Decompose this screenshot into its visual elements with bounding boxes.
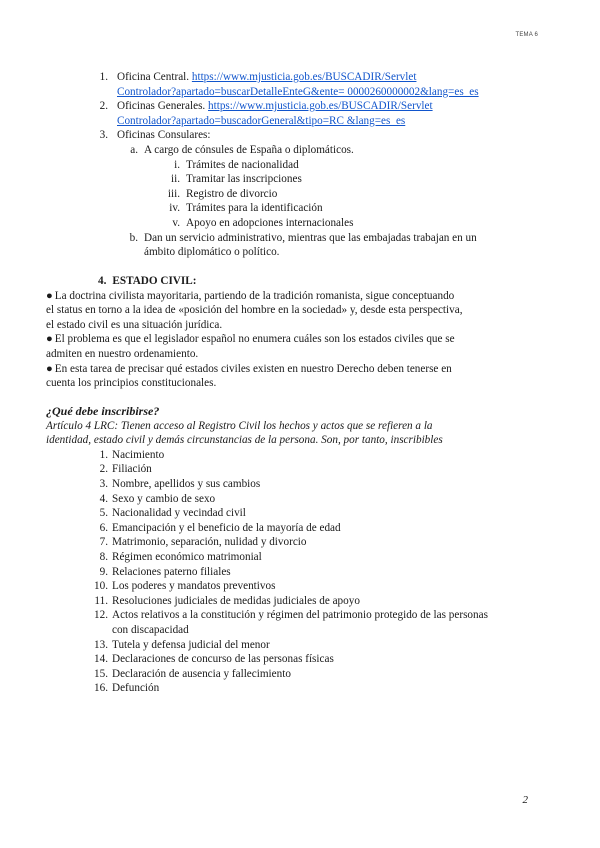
consular-item-b: [46, 231, 554, 260]
office-item-general: [46, 99, 554, 128]
inscribe-title: ¿Qué debe inscribirse?: [46, 404, 160, 418]
inscribe-intro: Artículo 4 LRC: Tienen acceso al Registro Civil los hechos y actos que se refieren a la identidad, estado civil y demás circunstancias de la persona. Son, por tanto, inscribibles: [46, 419, 443, 447]
list-number: 1.: [99, 71, 108, 83]
page-number: 2: [522, 794, 528, 806]
list-item: 11. Resoluciones judiciales de medidas judiciales de apoyo: [94, 594, 360, 607]
list-item: 3. Nombre, apellidos y sus cambios: [99, 477, 261, 490]
list-number: 2.: [99, 100, 108, 113]
section-heading: 4. ESTADO CIVIL:: [98, 275, 197, 287]
offices-list: [46, 70, 554, 260]
list-item: v. Apoyo en adopciones internacionales: [172, 216, 354, 229]
list-item: 2. Filiación: [99, 463, 152, 476]
list-item: iv. Trámites para la identificación: [169, 202, 323, 215]
bullet-icon: ●: [46, 362, 53, 375]
office-general-link[interactable]: https://www.mjusticia.gob.es/BUSCADIR/Servlet Controlador?apartado=buscadorGeneral&tipo=RC &lang=es_es: [117, 100, 433, 127]
estado-civil-section: [46, 274, 554, 391]
consular-item-text: Dan un servicio administrativo, mientras que las embajadas trabajan en un ámbito diplomático o político.: [144, 231, 477, 259]
list-item: 15. Declaración de ausencia y fallecimiento: [94, 667, 291, 680]
bullet-paragraph: ● El problema es que el legislador español no enumera cuáles son los estados civiles que se admiten en nuestro ordenamiento.: [46, 333, 455, 360]
office-item-central: [46, 70, 554, 99]
consular-roman-list: [46, 158, 554, 231]
list-letter: b.: [129, 231, 138, 244]
list-item: 4. Sexo y cambio de sexo: [99, 492, 216, 505]
bullet-icon: ●: [46, 289, 53, 302]
bullet-icon: ●: [46, 333, 53, 346]
list-item: 7. Matrimonio, separación, nulidad y divorcio: [99, 536, 307, 549]
list-item: 16. Defunción: [94, 682, 160, 695]
inscribe-section: [46, 404, 554, 696]
bullet-paragraph: ● La doctrina civilista mayoritaria, partiendo de la tradición romanista, sigue conceptuando el status en torno a la idea de «posición del hombre en la sociedad» y, desde esta perspectiva, el estado civil es una situación jurídica.: [46, 289, 463, 331]
office-label: Oficinas Consulares:: [117, 129, 211, 142]
consular-item-a: [46, 143, 554, 158]
office-item-consular: [46, 128, 554, 143]
inscribable-list: [46, 448, 554, 696]
list-item: 12. Actos relativos a la constitución y régimen del patrimonio protegido de las personas con discapacidad: [94, 609, 488, 636]
list-number: 3.: [99, 129, 108, 142]
office-label: Oficina Central.: [117, 71, 190, 83]
list-item: ii. Tramitar las inscripciones: [170, 173, 302, 186]
list-item: 6. Emancipación y el beneficio de la mayoría de edad: [99, 521, 341, 534]
bullet-paragraph: ● En esta tarea de precisar qué estados civiles existen en nuestro Derecho deben tenerse en cuenta los principios constitucionales.: [46, 362, 452, 390]
list-item: i. Trámites de nacionalidad: [174, 158, 299, 171]
list-item: 8. Régimen económico matrimonial: [99, 550, 262, 563]
list-item: 5. Nacionalidad y vecindad civil: [99, 507, 246, 520]
office-label: Oficinas Generales.: [117, 100, 206, 113]
list-item: 1. Nacimiento: [99, 448, 165, 461]
list-item: 9. Relaciones paterno filiales: [99, 565, 231, 578]
list-letter: a.: [130, 143, 138, 156]
header-tag: TEMA 6: [515, 32, 538, 38]
office-central-link[interactable]: https://www.mjusticia.gob.es/BUSCADIR/Servlet Controlador?apartado=buscarDetalleEnteG&ente= 0000260000002&lang=es_es: [117, 71, 479, 98]
list-item: 13. Tutela y defensa judicial del menor: [94, 638, 270, 651]
list-item: 10. Los poderes y mandatos preventivos: [94, 580, 276, 593]
list-item: iii. Registro de divorcio: [167, 187, 278, 200]
list-item: 14. Declaraciones de concurso de las personas físicas: [94, 653, 334, 666]
consular-item-text: A cargo de cónsules de España o diplomáticos.: [144, 143, 354, 156]
